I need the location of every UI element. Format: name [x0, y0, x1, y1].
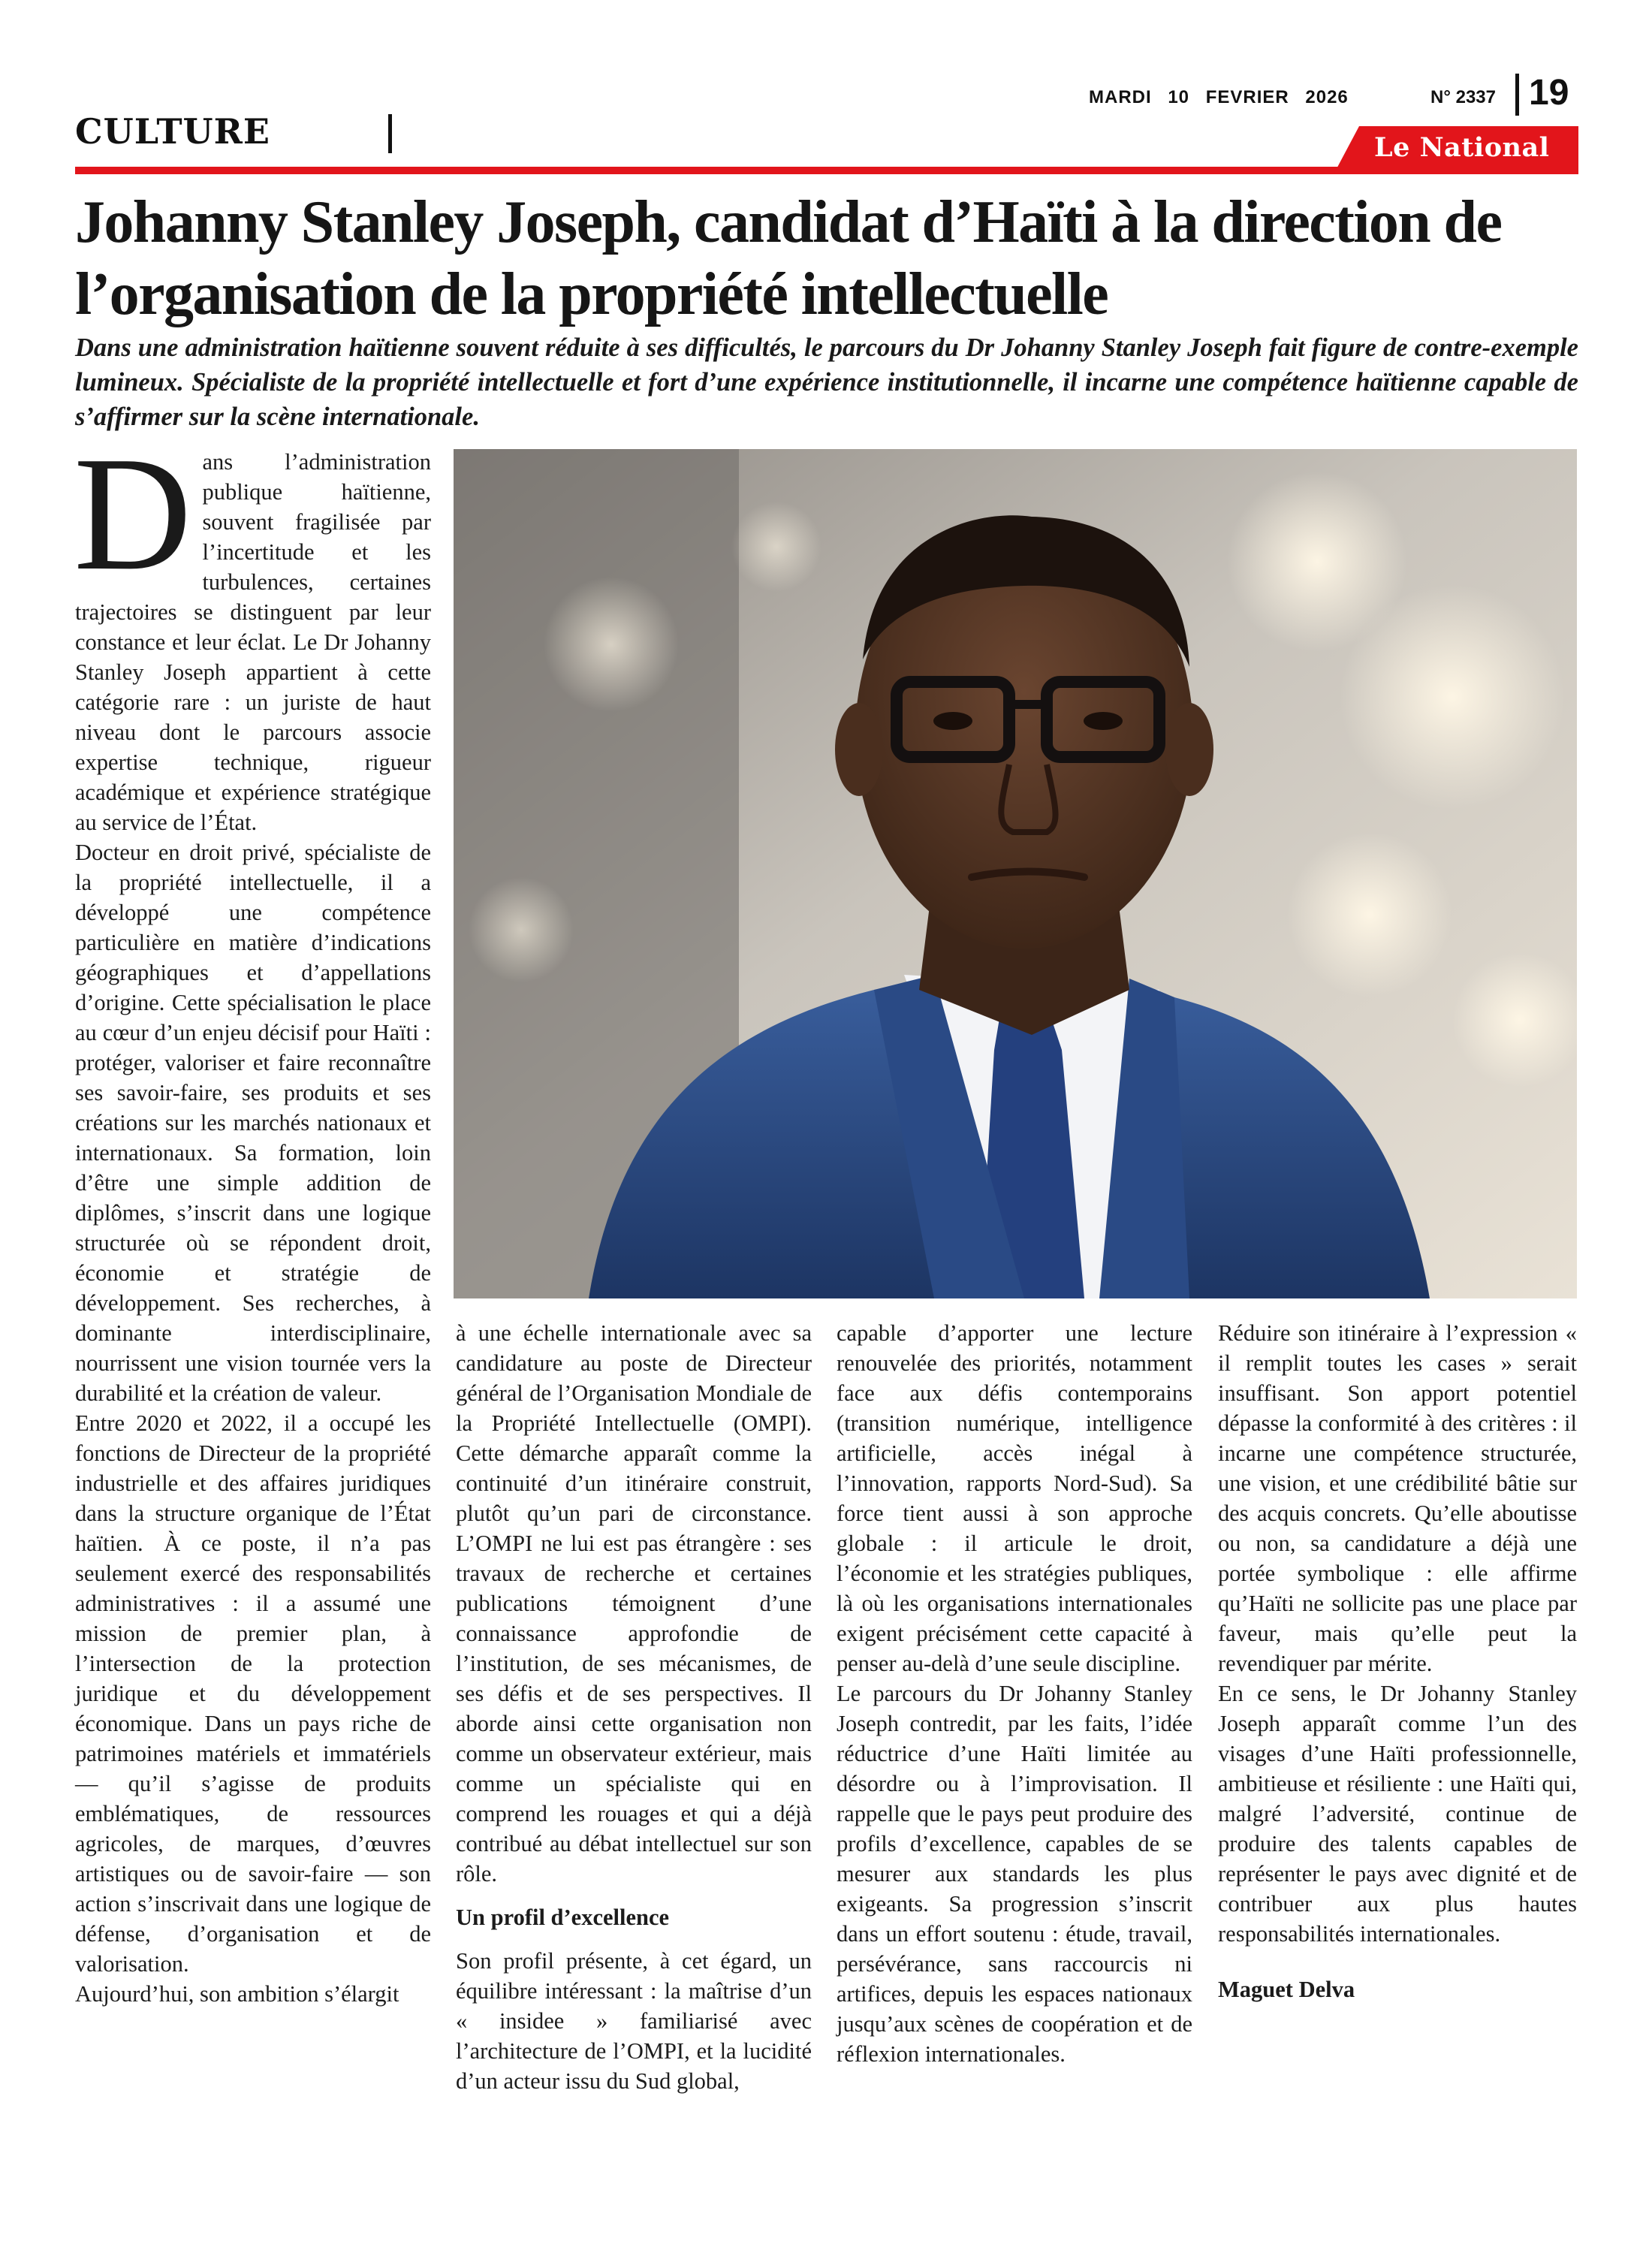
article-paragraph: Aujourd’hui, son ambition s’élargit: [75, 1981, 399, 2007]
article-paragraph: En ce sens, le Dr Johanny Stanley Joseph apparaît comme l’un des visages d’une Haïti professionnelle, ambitieuse et résiliente : une Haïti qui, malgré l’adversité, continue de produire des talents capables de représenter le pays avec dignité et de contribuer aux plus hautes responsabilités internationales.: [1218, 1681, 1577, 1947]
page-number: 19: [1529, 73, 1569, 113]
issue-date: MARDI 10 FEVRIER 2026: [1089, 87, 1349, 107]
article-paragraph: [74, 424, 431, 837]
drop-cap: D: [74, 424, 192, 605]
subheading: Un profil d’excellence: [456, 1905, 670, 1930]
article-column-4: [1218, 1318, 1577, 2004]
article-paragraph: Entre 2020 et 2022, il a occupé les fonctions de Directeur de la propriété industrielle et des affaires juridiques dans la structure organique de l’État haïtien. À ce poste, il n’a pas seulement exercé des responsabilités administratives : il a assumé une mission de premier plan, à l’intersection de la protection juridique et du développement économique. Dans un pays riche de patrimoines matériels et immatériels — qu’il s’agisse de produits emblématiques, de ressources agricoles, de marques, d’œuvres artistiques ou de savoir-faire — son action s’inscrivait dans une logique de défense, d’organisation et de valorisation.: [75, 1410, 431, 1977]
article-column-3: [837, 1318, 1192, 2069]
paragraph-text: ans l’administration publique haïtienne, souvent fragilisée par l’incertitude et les turbulences, certaines trajectoires se distinguent par leur constance et leur éclat. Le Dr Johanny Stanley Joseph appartient à cette catégorie rare : un juriste de haut niveau dont le parcours associe expertise technique, rigueur académique et expérience stratégique au service de l’État.: [75, 449, 431, 835]
article-paragraph: capable d’apporter une lecture renouvelée des priorités, notamment face aux défis contemporains (transition numérique, intelligence artificielle, accès inégal à l’innovation, rapports Nord-Sud). Sa force tient aussi à son approche globale : il articule le droit, l’économie et les stratégies publiques, là où les organisations internationales exigent précisément cette capacité à penser au-delà d’une seule discipline.: [837, 1320, 1192, 1676]
section-divider: [388, 114, 392, 153]
article-paragraph: à une échelle internationale avec sa candidature au poste de Directeur général de l’Organisation Mondiale de la Propriété Intellectuelle (OMPI). Cette démarche apparaît comme la continuité d’un itinéraire construit, plutôt qu’un pari de circonstance. L’OMPI ne lui est pas étrangère : ses travaux de recherche et certaines publications témoignent d’une connaissance approfondie de l’institution, de ses mécanismes, de ses défis et de ses perspectives. Il aborde ainsi cette organisation non comme un observateur extérieur, mais comme un spécialiste qui en comprend les rouages et qui a déjà contribué au débat intellectuel sur son rôle.: [456, 1320, 812, 1887]
article-column-1: [74, 424, 431, 2009]
article-paragraph: Son profil présente, à cet égard, un équilibre intéressant : la maîtrise d’un « insidee » familiarisé avec l’architecture de l’OMPI, et la lucidité d’un acteur issu du Sud global,: [456, 1948, 812, 2094]
page-number-divider: [1515, 74, 1519, 116]
article-paragraph: Réduire son itinéraire à l’expression « il remplit toutes les cases » serait insuffisant. Son apport potentiel dépasse la conformité à des critères : il incarne une compétence structurée, une vision, et une crédibilité bâtie sur des acquis concrets. Qu’elle aboutisse ou non, sa candidature a déjà une portée symbolique : elle affirme qu’Haïti ne sollicite pas une place par faveur, mais qu’elle peut la revendiquer par mérite.: [1218, 1320, 1577, 1676]
article-paragraph: Docteur en droit privé, spécialiste de la propriété intellectuelle, il a développé une compétence particulière en matière d’indications géographiques et d’appellations d’origine. Cette spécialisation le place au cœur d’un enjeu décisif pour Haïti : protéger, valoriser et faire reconnaître ses savoir-faire, ses produits et ses créations sur les marchés nationaux et internationaux. Sa formation, loin d’être une simple addition de diplômes, s’inscrit dans une logique structurée où se répondent droit, économie et stratégie de développement. Ses recherches, à dominante interdisciplinaire, nourrissent une vision tournée vers la durabilité et la création de valeur.: [75, 840, 431, 1406]
portrait-illustration: [454, 449, 1577, 1298]
article-column-2: [456, 1318, 812, 2096]
section-label: CULTURE: [75, 111, 270, 152]
author-signature: Maguet Delva: [1218, 1977, 1355, 2002]
headline: Johanny Stanley Joseph, candidat d’Haïti à la direction de l’organisation de la propriété intellectuelle: [75, 189, 1502, 327]
portrait-photo: [454, 449, 1577, 1298]
brand-name: Le National: [1374, 132, 1550, 163]
lead-paragraph: Dans une administration haïtienne souvent réduite à ses difficultés, le parcours du Dr Johanny Stanley Joseph fait figure de contre-exemple lumineux. Spécialiste de la propriété intellectuelle et fort d’une expérience institutionnelle, il incarne une compétence haïtienne capable de s’affirmer sur la scène internationale.: [75, 333, 1578, 431]
article-paragraph: Le parcours du Dr Johanny Stanley Joseph contredit, par les faits, l’idée réductrice d’une Haïti limitée au désordre ou à l’improvisation. Il rappelle que le pays peut produire des profils d’excellence, capables de se mesurer aux standards les plus exigeants. Sa progression s’inscrit dans un effort soutenu : étude, travail, persévérance, sans raccourcis ni artifices, depuis les espaces nationaux jusqu’aux scènes de coopération et de réflexion internationales.: [837, 1681, 1192, 2067]
issue-number: N° 2337: [1430, 87, 1496, 107]
